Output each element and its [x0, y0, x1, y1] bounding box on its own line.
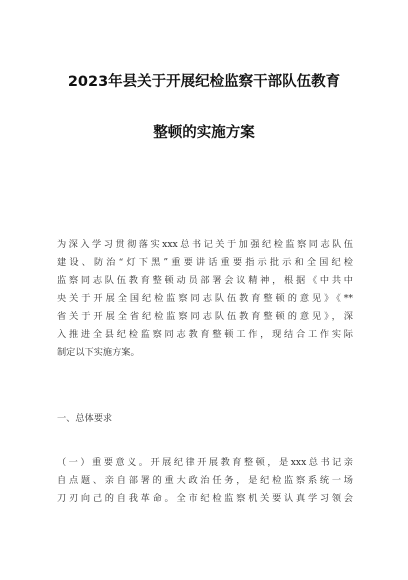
text-line: 央关于开展全国纪检监察同志队伍教育整顿的意见》《** — [57, 293, 353, 304]
text-line: 为深入学习贯彻落实xxx总书记关于加强纪检监察同志队伍 — [57, 239, 353, 250]
document-title-line-2: 整顿的实施方案 — [153, 125, 255, 141]
section-heading: 一、总体要求 — [57, 413, 113, 424]
text-line: 刀刃向己的自我革命。全市纪检监察机关要认真学习领会 — [57, 493, 353, 504]
text-line: （一）重要意义。开展纪律开展教育整顿，是xxx总书记亲 — [57, 457, 353, 468]
significance-paragraph — [57, 454, 353, 508]
text-line: 入推进全县纪检监察同志教育整顿工作，现结合工作实际 — [57, 329, 353, 340]
text-line: 省关于开展全省纪检监察同志队伍教育整顿的意见》，深 — [57, 311, 353, 322]
text-line: 建设、防治“灯下黑”重要讲话重要指示批示和全国纪检 — [57, 257, 353, 268]
intro-paragraph — [57, 236, 353, 362]
text-line: 自点题、亲自部署的重大政治任务，是纪检监察系统一场 — [57, 475, 353, 486]
document-title-line-1: 2023年县关于开展纪检监察干部队伍教育 — [67, 74, 341, 90]
text-line: 监察同志队伍教育整顿动员部署会议精神，根据《中共中 — [57, 275, 353, 286]
text-line: 制定以下实施方案。 — [57, 347, 140, 358]
